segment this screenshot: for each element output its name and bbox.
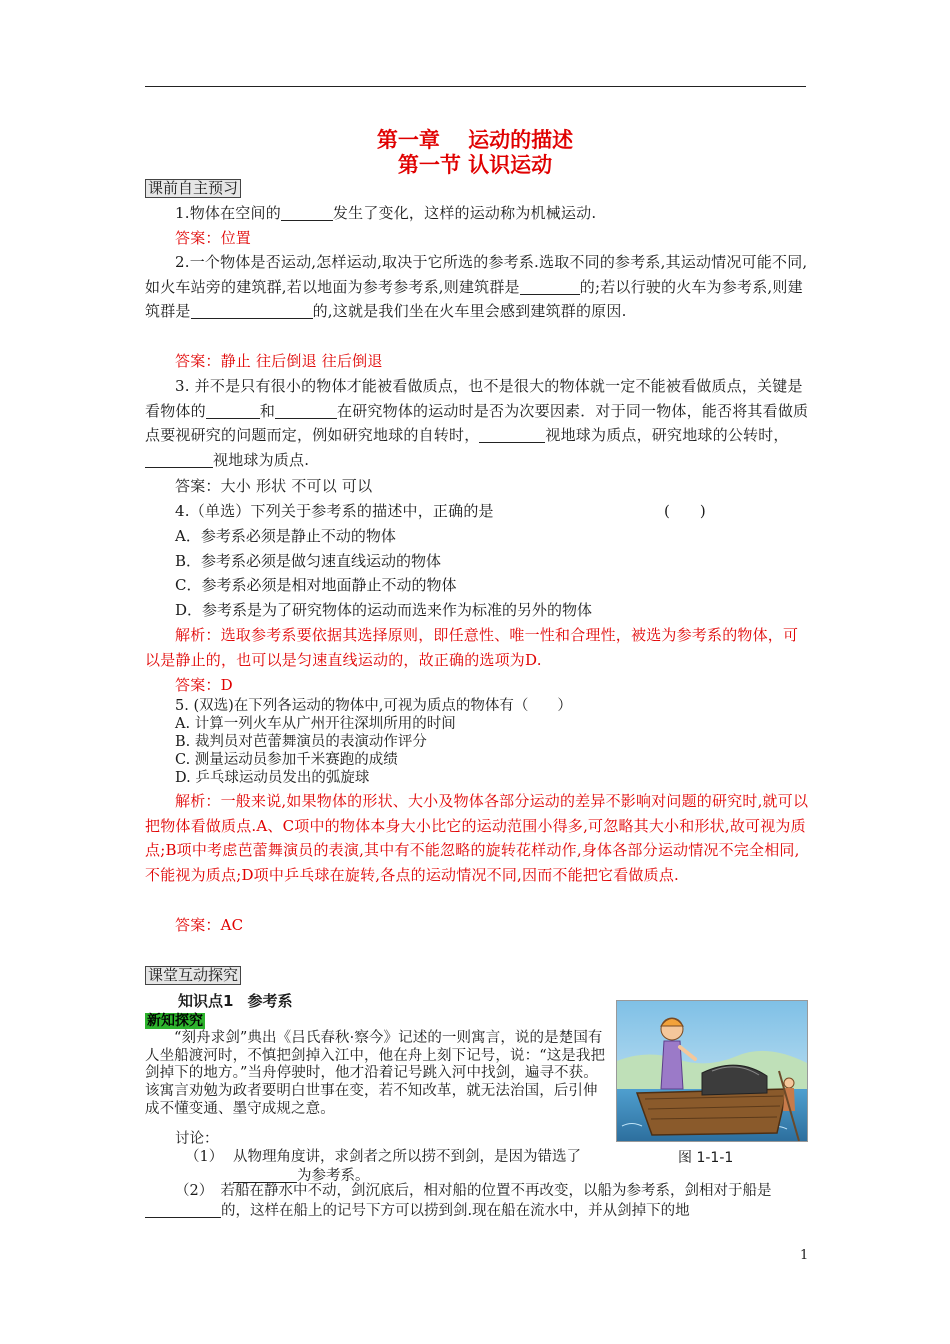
option-a: A．参考系必须是静止不动的物体 [175, 527, 396, 545]
option-c: C. 测量运动员参加千米赛跑的成绩 [175, 752, 398, 768]
discussion-question-2: （2） 若船在静水中不动，剑沉底后，相对船的位置不再改变，以船为参考系，剑相对于船是的，这样在船上的记号下方可以捞到剑.现在船在流水中，并从剑掉下的地 [145, 1182, 809, 1220]
blank[interactable] [520, 278, 580, 295]
answer-4: 答案：D [175, 676, 233, 694]
question-2: 2.一个物体是否运动,怎样运动,取决于它所选的参考系.选取不同的参考系,其运动情况可能不同,如火车站旁的建筑群,若以地面为参考参考系,则建筑群是 的;若以行驶的火车为参考系,则建筑群是 的,这就是我们坐在火车里会感到建筑群的原因. [145, 253, 808, 321]
story-illustration [616, 1000, 808, 1142]
blank[interactable] [281, 204, 333, 221]
figure-caption: 图 1-1-1 [678, 1150, 734, 1166]
blank[interactable] [145, 451, 213, 468]
answer-3: 答案：大小 形状 不可以 可以 [175, 477, 373, 495]
answer-2: 答案：静止 往后倒退 往后倒退 [175, 352, 383, 370]
section-title: 第一节 认识运动 [397, 153, 553, 177]
header-rule [145, 86, 806, 87]
discussion-question-1: （1） 从物理角度讲，求剑者之所以捞不到剑，是因为错选了为参考系。 [185, 1149, 581, 1184]
blank[interactable] [206, 402, 260, 419]
answer-1: 答案：位置 [175, 229, 252, 247]
option-d: D. 乒乓球运动员发出的弧旋球 [175, 770, 370, 786]
question-1: 1.物体在空间的 发生了变化，这样的运动称为机械运动. [175, 204, 597, 222]
interactive-heading: 课堂互动探究 [145, 966, 241, 985]
discussion-label: 讨论： [175, 1131, 219, 1147]
answer-5: 答案：AC [175, 916, 244, 934]
option-d: D．参考系是为了研究物体的运动而选来作为标准的另外的物体 [175, 601, 593, 619]
blank[interactable] [145, 1201, 221, 1218]
blank[interactable] [275, 402, 337, 419]
page-number: 1 [800, 1248, 809, 1263]
blank[interactable] [233, 1166, 297, 1183]
question-3: 3. 并不是只有很小的物体才能被看做质点，也不是很大的物体就一定不能被看做质点，关键是看物体的 和 在研究物体的运动时是否为次要因素．对于同一物体，能否将其看做质点要视研究的问题而定，例如研究地球的自转时， 视地球为质点，研究地球的公转时，视地球为质点. [145, 377, 809, 469]
option-c: C．参考系必须是相对地面静止不动的物体 [175, 576, 457, 594]
new-knowledge-tag: 新知探究 [147, 1013, 203, 1029]
blank[interactable] [191, 302, 313, 319]
option-a: A. 计算一列火车从广州开往深圳所用的时间 [175, 716, 456, 732]
analysis-4: 解析：选取参考系要依据其选择原则，即任意性、唯一性和合理性，被选为参考系的物体，可以是静止的，也可以是匀速直线运动的，故正确的选项为D. [145, 626, 799, 669]
knowledge-point: 知识点1 参考系 [178, 992, 293, 1010]
question-5: 5. (双选)在下列各运动的物体中,可视为质点的物体有（ ） [175, 698, 572, 714]
question-4: 4.（单选）下列关于参考系的描述中，正确的是 [175, 502, 494, 520]
preview-heading: 课前自主预习 [145, 179, 241, 198]
analysis-5: 解析：一般来说,如果物体的形状、大小及物体各部分运动的差异不影响对问题的研究时,就可以把物体看做质点.A、C项中的物体本身大小比它的运动范围小得多,可忽略其大小和形状,故可视为质点;B项中考虑芭蕾舞演员的表演,其中有不能忽略的旋转花样动作,身体各部分运动情况不完全相同,不能视为质点;D项中乒乓球在旋转,各点的运动情况不同,因而不能把它看做质点. [145, 792, 809, 884]
blank[interactable] [479, 426, 545, 443]
answer-paren: ( ) [664, 502, 706, 520]
story-text: “刻舟求剑”典出《吕氏春秋·察今》记述的一则寓言，说的是楚国有人坐船渡河时，不慎把剑掉入江中，他在舟上刻下记号，说：“这是我把剑掉下的地方。”当舟停驶时，他才沿着记号跳入河中找剑，遍寻不获。该寓言劝勉为政者要明白世事在变，若不知改革，就无法治国，后引伸成不懂变通、墨守成规之意。 [145, 1030, 606, 1117]
option-b: B. 裁判员对芭蕾舞演员的表演动作评分 [175, 734, 427, 750]
chapter-title: 第一章 运动的描述 [376, 128, 574, 152]
option-b: B．参考系必须是做匀速直线运动的物体 [175, 552, 442, 570]
